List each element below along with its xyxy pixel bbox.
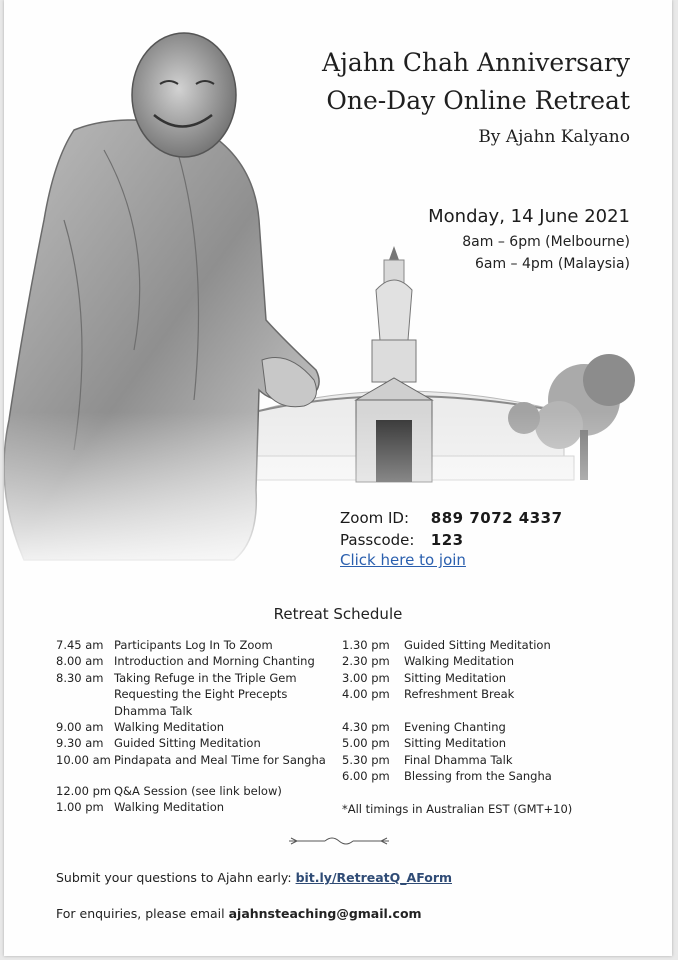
schedule-spacer <box>342 703 552 719</box>
schedule-item: Taking Refuge in the Triple Gem <box>114 670 297 685</box>
event-date: Monday, 14 June 2021 <box>428 206 630 227</box>
schedule-row <box>342 670 552 686</box>
schedule-time: 8.30 am <box>56 670 104 685</box>
schedule-item: Guided Sitting Meditation <box>404 638 551 652</box>
schedule-item: Sitting Meditation <box>404 736 507 751</box>
schedule-midday <box>56 783 282 816</box>
poster <box>4 0 672 956</box>
time-malaysia: 6am – 4pm (Malaysia) <box>474 256 630 272</box>
zoom-id-value: 889 7072 4337 <box>430 509 563 527</box>
schedule-title: Retreat Schedule <box>273 605 403 623</box>
schedule-row <box>342 735 552 751</box>
schedule-time: 5.00 pm <box>342 736 390 751</box>
schedule-row <box>342 653 552 669</box>
byline: By Ajahn Kalyano <box>478 127 630 147</box>
schedule-time: 3.00 pm <box>342 670 390 685</box>
schedule-row <box>342 686 552 702</box>
zoom-passcode <box>340 531 464 549</box>
schedule-time: 4.30 pm <box>342 720 390 735</box>
schedule-item: Q&A Session (see link below) <box>114 784 282 798</box>
schedule-time <box>56 703 114 719</box>
schedule-time: 1.30 pm <box>342 638 390 652</box>
schedule-time: 5.30 pm <box>342 752 390 767</box>
enquiry-email-link[interactable]: ajahnsteaching@gmail.com <box>228 906 422 921</box>
zoom-id <box>340 509 563 527</box>
schedule-item: Dhamma Talk <box>114 703 193 718</box>
passcode-value: 123 <box>430 531 464 549</box>
join-zoom-link[interactable]: Click here to join <box>340 551 466 569</box>
schedule-morning <box>56 637 326 768</box>
schedule-time: 2.30 pm <box>342 654 390 669</box>
retreat-title-line1: Ajahn Chah Anniversary <box>322 48 630 77</box>
schedule-row <box>56 670 326 686</box>
schedule-item: Introduction and Morning Chanting <box>114 654 315 669</box>
schedule-time: 9.30 am <box>56 736 104 751</box>
schedule-row <box>56 686 326 702</box>
question-form-link[interactable]: bit.ly/RetreatQ_AForm <box>295 870 453 885</box>
schedule-time: 6.00 pm <box>342 769 390 784</box>
schedule-item: Requesting the Eight Precepts <box>114 687 288 702</box>
schedule-row <box>56 703 326 719</box>
schedule-item: Walking Meditation <box>114 720 225 735</box>
submit-questions <box>56 870 452 885</box>
schedule-row <box>56 735 326 751</box>
schedule-afternoon <box>342 637 552 785</box>
time-melbourne: 8am – 6pm (Melbourne) <box>462 234 630 250</box>
schedule-row <box>56 719 326 735</box>
schedule-item: Final Dhamma Talk <box>404 752 513 767</box>
schedule-item: Walking Meditation <box>114 800 225 815</box>
schedule-item: Evening Chanting <box>404 720 506 735</box>
schedule-time: 1.00 pm <box>56 800 104 815</box>
schedule-row <box>56 783 282 799</box>
schedule-time: 10.00 am <box>56 752 111 767</box>
schedule-row <box>342 719 552 735</box>
passcode-label: Passcode: <box>340 531 415 549</box>
timezone-note: *All timings in Australian EST (GMT+10) <box>342 802 573 816</box>
schedule-time <box>56 686 114 702</box>
schedule-item: Guided Sitting Meditation <box>114 736 261 751</box>
schedule-row <box>342 752 552 768</box>
schedule-time: 9.00 am <box>56 720 104 735</box>
schedule-time: 4.00 pm <box>342 687 390 702</box>
schedule-time: 12.00 pm <box>56 784 112 798</box>
schedule-item: Pindapata and Meal Time for Sangha <box>114 752 326 767</box>
schedule-time: 8.00 am <box>56 654 104 669</box>
enquiry-text: For enquiries, please email <box>56 906 225 921</box>
submit-text: Submit your questions to Ajahn early: <box>56 870 292 885</box>
retreat-title-line2: One-Day Online Retreat <box>326 86 630 115</box>
schedule-row <box>56 637 326 653</box>
schedule-row <box>56 799 282 815</box>
schedule-item: Sitting Meditation <box>404 670 507 685</box>
schedule-item: Blessing from the Sangha <box>404 769 552 784</box>
zoom-id-label: Zoom ID: <box>340 509 410 527</box>
schedule-item: Participants Log In To Zoom <box>114 638 273 652</box>
schedule-time: 7.45 am <box>56 638 104 652</box>
decorative-divider-icon <box>287 834 391 848</box>
schedule-row <box>56 752 326 768</box>
enquiries <box>56 906 422 921</box>
schedule-row <box>342 768 552 784</box>
schedule-row <box>56 653 326 669</box>
schedule-item: Walking Meditation <box>404 654 515 669</box>
schedule-row <box>342 637 552 653</box>
schedule-item: Refreshment Break <box>404 687 515 702</box>
